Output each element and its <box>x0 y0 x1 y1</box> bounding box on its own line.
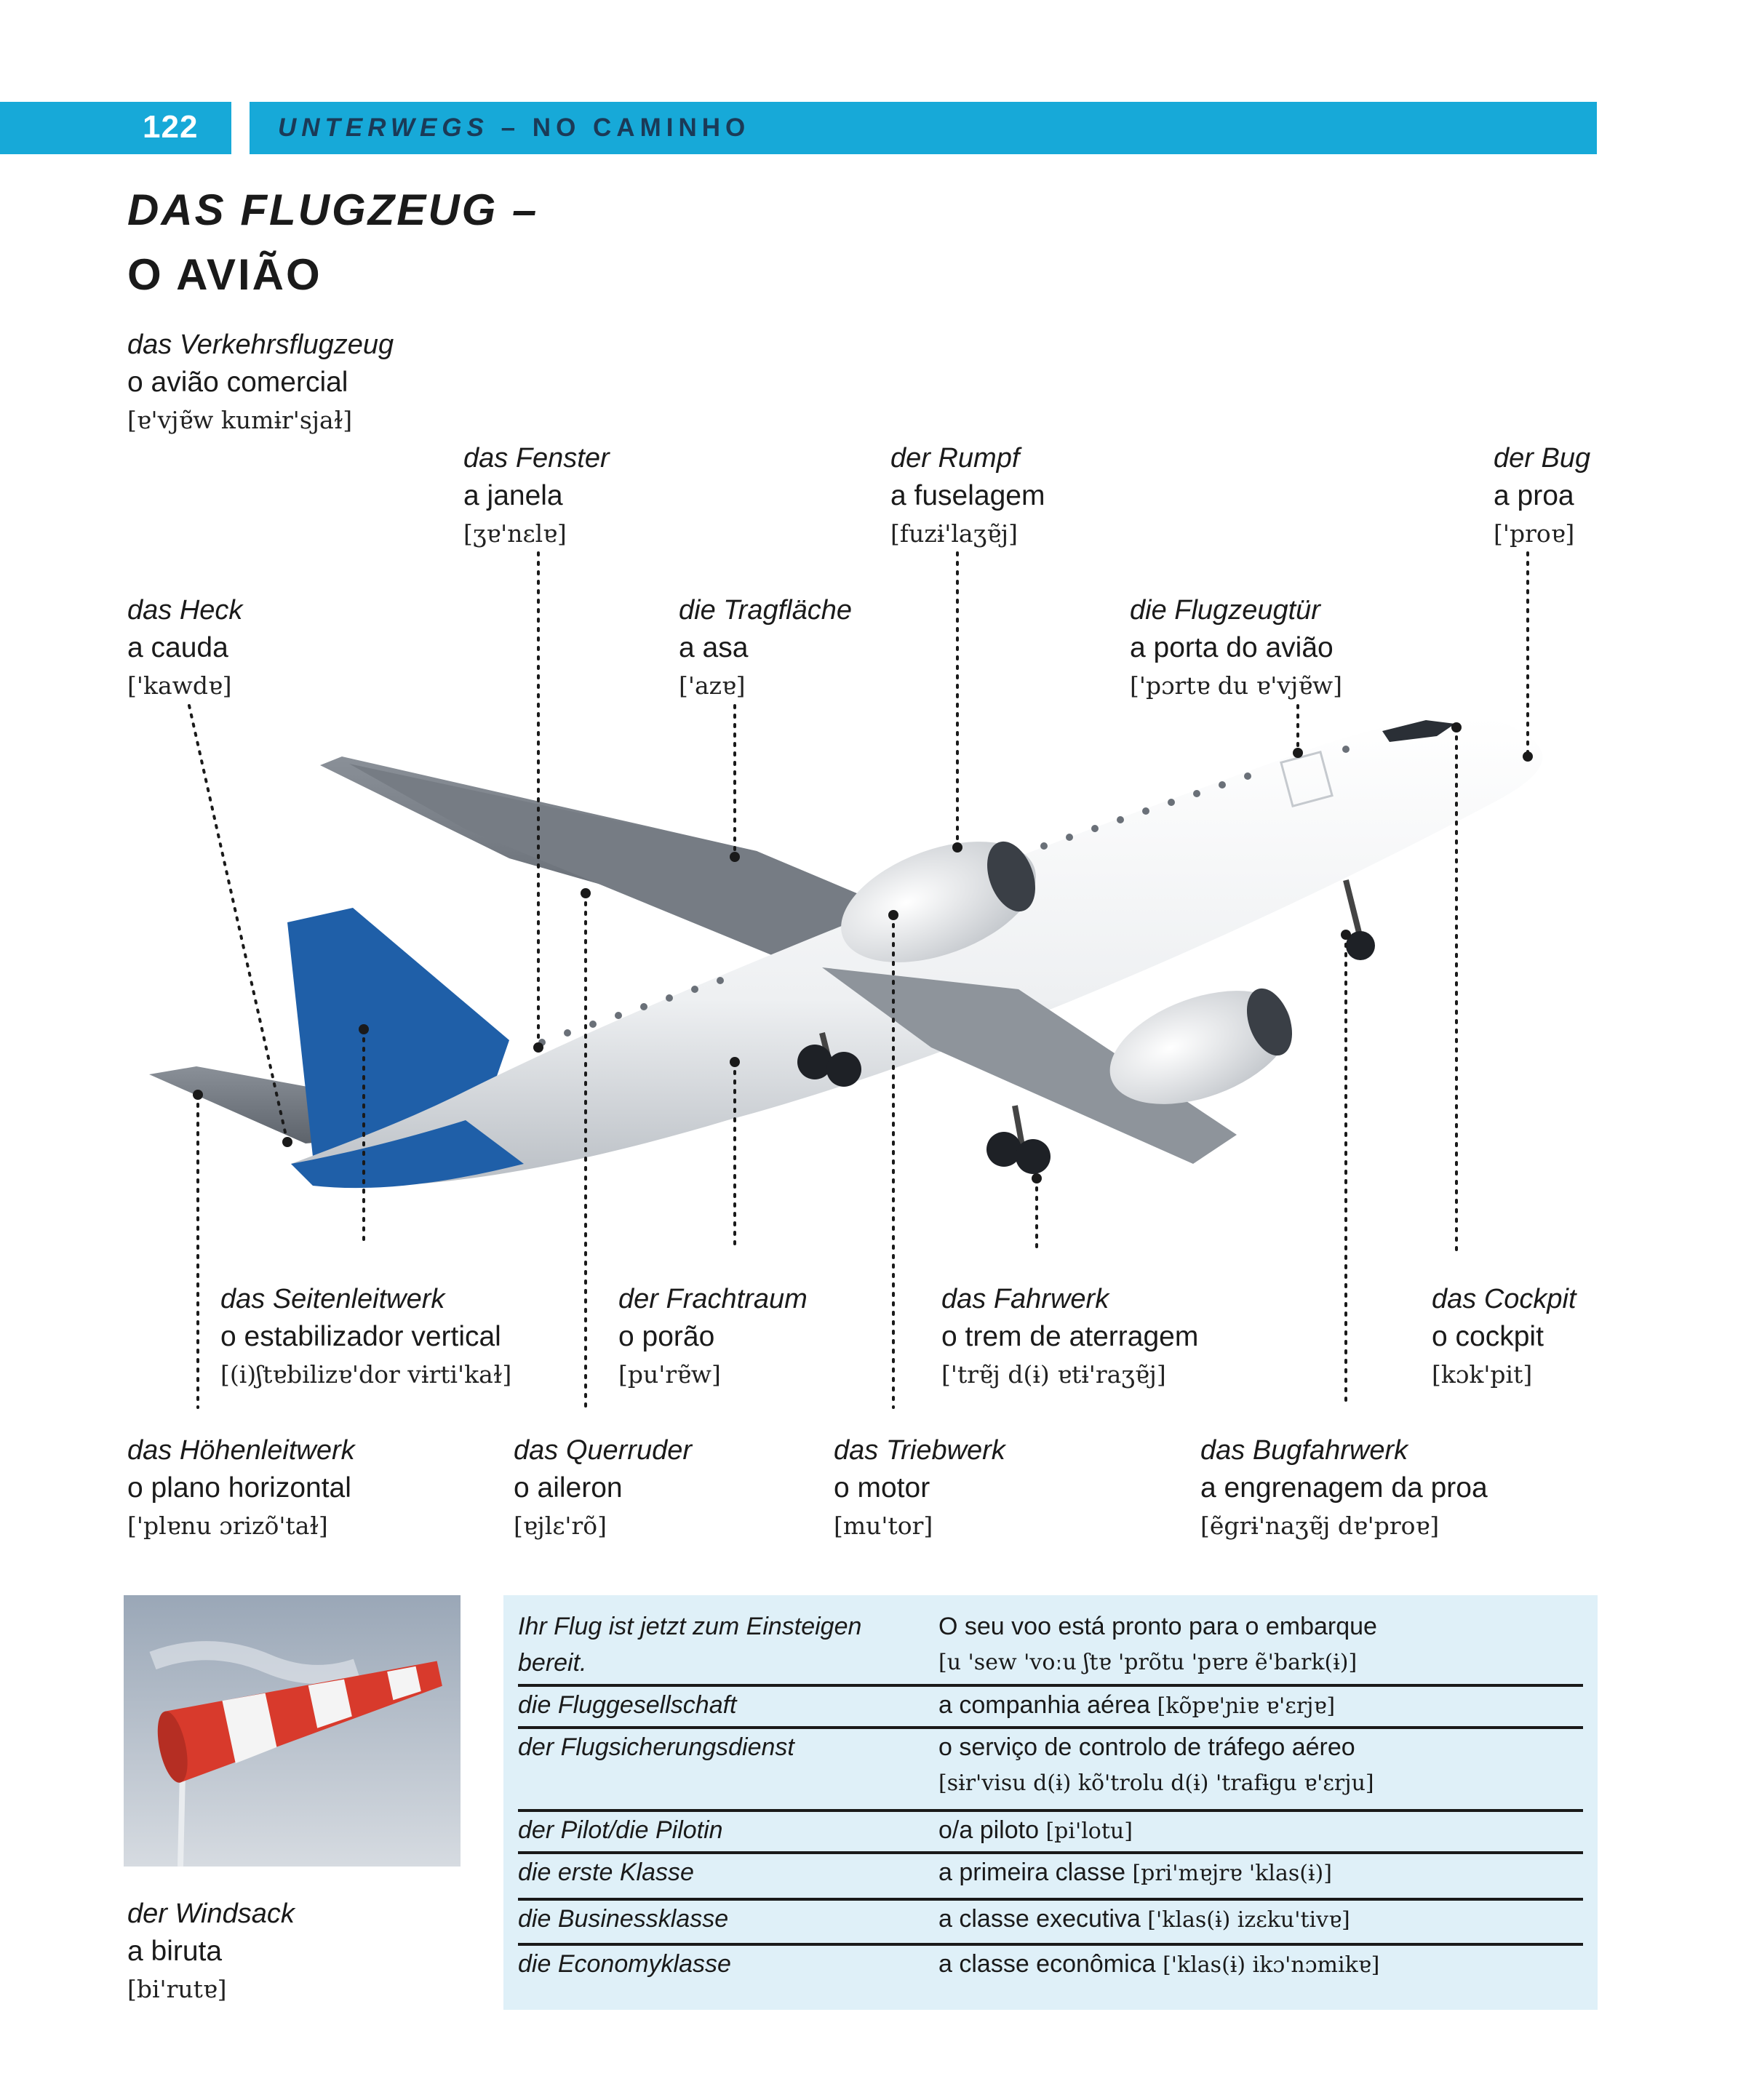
phrase-ipa: [pri'mɐjrɐ 'klas(ɨ)] <box>1132 1861 1332 1886</box>
label-de: die Flugzeugtür <box>1130 595 1320 626</box>
label-pt: a cauda <box>127 632 228 663</box>
label-pt: a fuselagem <box>890 480 1045 511</box>
label-ipa: [pu'rɐ̃w] <box>618 1360 721 1389</box>
phrase-ipa: [u 'sew 'voːu ʃtɐ 'prõtu 'pɐrɐ ẽ'bark(ɨ)] <box>938 1650 1358 1675</box>
phrase-pt-cell <box>938 1729 1374 1802</box>
phrase-table <box>503 1595 1598 2010</box>
label-pt: o estabilizador vertical <box>220 1321 501 1352</box>
label-de: das Höhenleitwerk <box>127 1435 355 1466</box>
label-fahrwerk <box>941 1280 1198 1394</box>
section-title-de: UNTERWEGS <box>278 113 489 142</box>
section-title-pt: NO CAMINHO <box>532 113 751 142</box>
label-ipa: [ʒɐ'nɛlɐ] <box>463 519 567 548</box>
label-ipa: [bi'rutɐ] <box>127 1975 227 2003</box>
phrase-pt: a classe executiva <box>938 1905 1141 1933</box>
phrase-pt-cell <box>938 1687 1335 1725</box>
table-row <box>518 1729 1583 1812</box>
phrase-de: die Economyklasse <box>518 1950 731 1978</box>
label-ipa: [fuzɨ'laʒɐ̃j] <box>890 519 1018 548</box>
label-de: das Seitenleitwerk <box>220 1284 445 1314</box>
phrase-de: die Fluggesellschaft <box>518 1691 737 1719</box>
label-de: das Cockpit <box>1432 1284 1576 1314</box>
nose-landing-gear <box>1346 880 1375 960</box>
phrase-pt-cell <box>938 1608 1377 1681</box>
table-row <box>518 1946 1583 1987</box>
phrase-pt-cell <box>938 1812 1133 1850</box>
label-de: das Bugfahrwerk <box>1200 1435 1408 1466</box>
label-pt: a proa <box>1494 480 1574 511</box>
phrase-pt: a classe econômica <box>938 1950 1156 1978</box>
label-ipa: [ẽgrɨ'naʒɐ̃j dɐ'proɐ] <box>1200 1512 1440 1540</box>
label-pt: o plano horizontal <box>127 1472 351 1504</box>
label-pt: a asa <box>679 632 749 663</box>
label-fenster <box>463 439 610 553</box>
label-ipa: [mu'tor] <box>834 1512 933 1540</box>
phrase-pt: a companhia aérea <box>938 1691 1151 1719</box>
page-number: 122 <box>143 109 199 145</box>
phrase-pt-cell <box>938 1901 1350 1939</box>
label-ipa: ['kawdɐ] <box>127 671 232 700</box>
table-row <box>518 1608 1583 1687</box>
label-pt: o trem de aterragem <box>941 1321 1199 1352</box>
phrase-pt-cell <box>938 1854 1332 1892</box>
phrase-ipa: [pi'lotu] <box>1045 1818 1133 1844</box>
phrase-de: der Flugsicherungsdienst <box>518 1733 794 1761</box>
label-pt: o avião comercial <box>127 367 348 398</box>
label-tragflaeche <box>679 591 852 705</box>
page-title-pt: O AVIÃO <box>127 250 322 299</box>
page-title-de: DAS FLUGZEUG – <box>127 185 539 234</box>
label-frachtraum <box>618 1280 808 1394</box>
label-bug <box>1494 439 1590 553</box>
label-pt: o aileron <box>514 1472 623 1504</box>
phrase-pt: O seu voo está pronto para o embarque <box>938 1613 1377 1640</box>
label-querruder <box>514 1432 692 1545</box>
label-pt: a janela <box>463 480 563 511</box>
label-ipa: ['proɐ] <box>1494 519 1575 548</box>
phrase-ipa: ['klas(ɨ) izɛku'tivɐ] <box>1147 1907 1350 1933</box>
label-flugzeugtuer <box>1130 591 1342 705</box>
phrase-pt: a primeira classe <box>938 1859 1125 1886</box>
phrase-pt: o serviço de controlo de tráfego aéreo <box>938 1733 1355 1761</box>
label-pt: o cockpit <box>1432 1321 1544 1352</box>
phrase-ipa: [sɨr'visu d(ɨ) kõ'trolu d(ɨ) 'trafɨgu ɐ'ɛrju] <box>938 1770 1374 1796</box>
phrase-ipa: [kõpɐ'ɲiɐ ɐ'ɛrjɐ] <box>1157 1693 1336 1719</box>
label-hoehenleitwerk <box>127 1432 355 1545</box>
windsock-photo <box>124 1595 461 1867</box>
label-rumpf <box>890 439 1045 553</box>
label-pt: a porta do avião <box>1130 632 1334 663</box>
table-row <box>518 1854 1583 1901</box>
label-de: der Frachtraum <box>618 1284 808 1314</box>
main-wing <box>349 764 895 967</box>
label-verkehrsflugzeug <box>127 326 394 439</box>
label-de: der Rumpf <box>890 443 1020 474</box>
label-de: das Fahrwerk <box>941 1284 1109 1314</box>
phrase-de: Ihr Flug ist jetzt zum Einsteigen bereit. <box>518 1613 862 1677</box>
label-de: der Windsack <box>127 1899 295 1929</box>
phrase-de: die Businessklasse <box>518 1905 729 1933</box>
label-ipa: ['azɐ] <box>679 671 746 700</box>
phrase-pt: o/a piloto <box>938 1816 1039 1844</box>
label-bugfahrwerk <box>1200 1432 1488 1545</box>
label-ipa: ['trɐ̃j d(ɨ) ɐtɨ'raʒɐ̃j] <box>941 1360 1166 1389</box>
label-windsack <box>127 1895 295 2008</box>
table-row <box>518 1901 1583 1946</box>
windsock-illustration <box>124 1595 461 1867</box>
label-ipa: ['plɐnu ɔrizõ'taɫ] <box>127 1512 328 1540</box>
label-ipa: [ɐ'vjɐ̃w kumɨr'sjaɫ] <box>127 406 353 434</box>
label-ipa: [(i)ʃtɐbilizɐ'dor vɨrti'kaɫ] <box>220 1360 512 1389</box>
label-ipa: [ɐjlɛ'rõ] <box>514 1512 607 1540</box>
phrase-pt-cell <box>938 1946 1379 1984</box>
label-seitenleitwerk <box>220 1280 511 1394</box>
label-pt: o porão <box>618 1321 715 1352</box>
section-title-sep: – <box>488 113 533 142</box>
phrase-ipa: ['klas(ɨ) ikɔ'nɔmikɐ] <box>1163 1952 1380 1978</box>
label-de: das Verkehrsflugzeug <box>127 330 394 360</box>
table-row <box>518 1687 1583 1729</box>
label-ipa: ['pɔrtɐ du ɐ'vjɐ̃w] <box>1130 671 1343 700</box>
label-triebwerk <box>834 1432 1005 1545</box>
label-de: die Tragfläche <box>679 595 852 626</box>
label-pt: a engrenagem da proa <box>1200 1472 1488 1504</box>
label-cockpit <box>1432 1280 1576 1394</box>
label-de: das Triebwerk <box>834 1435 1005 1466</box>
phrase-de: der Pilot/die Pilotin <box>518 1816 723 1844</box>
label-de: der Bug <box>1494 443 1591 474</box>
label-ipa: [kɔk'pit] <box>1432 1360 1533 1389</box>
label-pt: o motor <box>834 1472 930 1504</box>
label-pt: a biruta <box>127 1936 223 1967</box>
label-de: das Fenster <box>463 443 610 474</box>
label-heck <box>127 591 242 705</box>
table-row <box>518 1812 1583 1854</box>
phrase-de: die erste Klasse <box>518 1859 694 1886</box>
label-de: das Querruder <box>514 1435 693 1466</box>
label-de: das Heck <box>127 595 243 626</box>
